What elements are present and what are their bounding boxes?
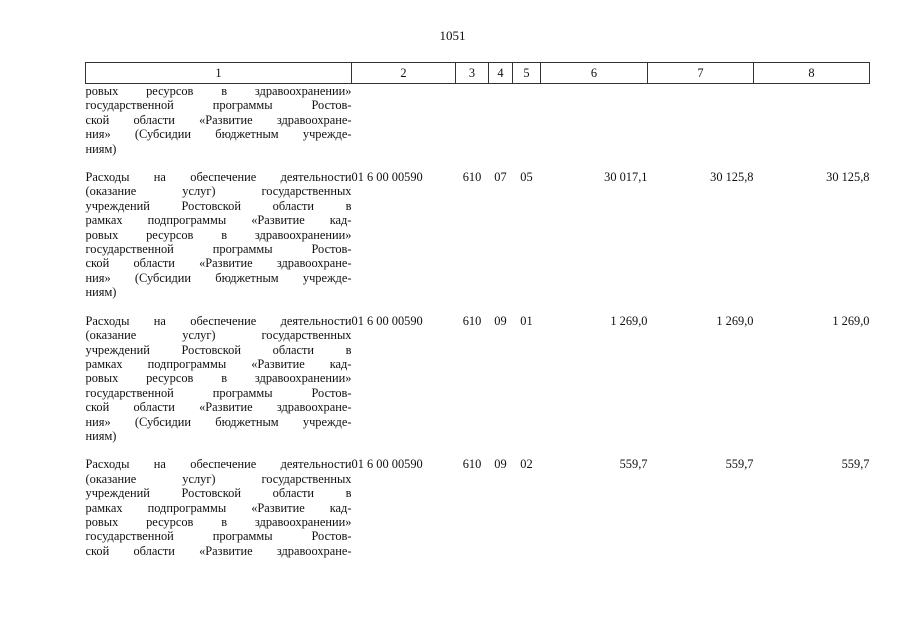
row-description bbox=[86, 457, 352, 558]
column-header: 1 bbox=[86, 63, 352, 84]
target-code: 01 6 00 00590 bbox=[351, 313, 423, 328]
description-line: (оказание услуг) государственных bbox=[85, 471, 352, 486]
expense-type: 610 bbox=[462, 170, 482, 185]
expense-type: 610 bbox=[462, 457, 482, 472]
target-code bbox=[352, 84, 456, 157]
amount-year-3: 30 125,8 bbox=[826, 170, 870, 185]
row-description bbox=[86, 170, 352, 300]
target-code: 01 6 00 00590 bbox=[351, 457, 423, 472]
description-line: ской области «Развитие здравоохране- bbox=[85, 543, 352, 558]
table-row bbox=[86, 170, 870, 300]
row-description bbox=[86, 84, 352, 157]
subsection-code: 02 bbox=[520, 457, 533, 472]
amount-year-3: 1 269,0 bbox=[832, 313, 870, 328]
description-line: рамках подпрограммы «Развитие кад- bbox=[85, 500, 352, 515]
description-line: ниям) bbox=[85, 428, 117, 443]
amount-year-2 bbox=[648, 84, 754, 157]
page-number: 1051 bbox=[439, 28, 466, 43]
description-line: ровых ресурсов в здравоохранении» bbox=[85, 371, 352, 386]
description-line: ниям) bbox=[85, 285, 117, 300]
amount-year-2: 30 125,8 bbox=[710, 170, 754, 185]
amount-year-2: 559,7 bbox=[725, 457, 754, 472]
description-line: ниям) bbox=[85, 141, 117, 156]
column-header: 4 bbox=[489, 63, 513, 84]
row-description bbox=[86, 314, 352, 444]
row-spacer bbox=[86, 443, 870, 457]
description-line: Расходы на обеспечение деятельности bbox=[85, 313, 352, 328]
description-line: ской области «Развитие здравоохране- bbox=[85, 256, 352, 271]
description-line: ской области «Развитие здравоохране- bbox=[85, 400, 352, 415]
column-header: 5 bbox=[513, 63, 541, 84]
table-row bbox=[86, 84, 870, 157]
row-spacer bbox=[86, 300, 870, 314]
amount-year-3 bbox=[754, 84, 870, 157]
expense-type: 610 bbox=[462, 313, 482, 328]
table-row bbox=[86, 457, 870, 558]
description-line: рамках подпрограммы «Развитие кад- bbox=[85, 356, 352, 371]
section-code bbox=[489, 84, 513, 157]
column-header: 6 bbox=[541, 63, 648, 84]
column-header: 2 bbox=[352, 63, 456, 84]
description-line: ровых ресурсов в здравоохранении» bbox=[85, 514, 352, 529]
description-line: государственной программы Ростов- bbox=[85, 529, 352, 544]
description-line: Расходы на обеспечение деятельности bbox=[85, 457, 352, 472]
description-line: учреждений Ростовской области в bbox=[85, 342, 352, 357]
section-code: 07 bbox=[494, 170, 507, 185]
description-line: (оказание услуг) государственных bbox=[85, 328, 352, 343]
description-line: ровых ресурсов в здравоохранении» bbox=[85, 84, 352, 98]
description-line: ской области «Развитие здравоохране- bbox=[85, 112, 352, 127]
amount-year-1: 559,7 bbox=[619, 457, 648, 472]
description-line: ния» (Субсидии бюджетным учрежде- bbox=[85, 127, 352, 142]
description-line: Расходы на обеспечение деятельности bbox=[85, 170, 352, 185]
description-line: ровых ресурсов в здравоохранении» bbox=[85, 227, 352, 242]
subsection-code: 01 bbox=[520, 313, 533, 328]
description-line: ния» (Субсидии бюджетным учрежде- bbox=[85, 270, 352, 285]
table-row bbox=[86, 314, 870, 444]
column-header: 7 bbox=[648, 63, 754, 84]
budget-table bbox=[85, 62, 870, 558]
description-line: (оказание услуг) государственных bbox=[85, 184, 352, 199]
subsection-code: 05 bbox=[520, 170, 533, 185]
amount-year-1 bbox=[541, 84, 648, 157]
amount-year-1: 1 269,0 bbox=[610, 313, 648, 328]
description-line: государственной программы Ростов- bbox=[85, 242, 352, 257]
description-line: рамках подпрограммы «Развитие кад- bbox=[85, 213, 352, 228]
amount-year-2: 1 269,0 bbox=[716, 313, 754, 328]
column-header: 3 bbox=[456, 63, 489, 84]
expense-type bbox=[456, 84, 489, 157]
section-code: 09 bbox=[494, 457, 507, 472]
subsection-code bbox=[513, 84, 541, 157]
column-header: 8 bbox=[754, 63, 870, 84]
description-line: ния» (Субсидии бюджетным учрежде- bbox=[85, 414, 352, 429]
description-line: учреждений Ростовской области в bbox=[85, 198, 352, 213]
description-line: государственной программы Ростов- bbox=[85, 385, 352, 400]
description-line: учреждений Ростовской области в bbox=[85, 486, 352, 501]
row-spacer bbox=[86, 156, 870, 170]
section-code: 09 bbox=[494, 313, 507, 328]
header-row bbox=[86, 63, 870, 84]
amount-year-3: 559,7 bbox=[841, 457, 870, 472]
amount-year-1: 30 017,1 bbox=[604, 170, 648, 185]
target-code: 01 6 00 00590 bbox=[351, 170, 423, 185]
description-line: государственной программы Ростов- bbox=[85, 98, 352, 113]
